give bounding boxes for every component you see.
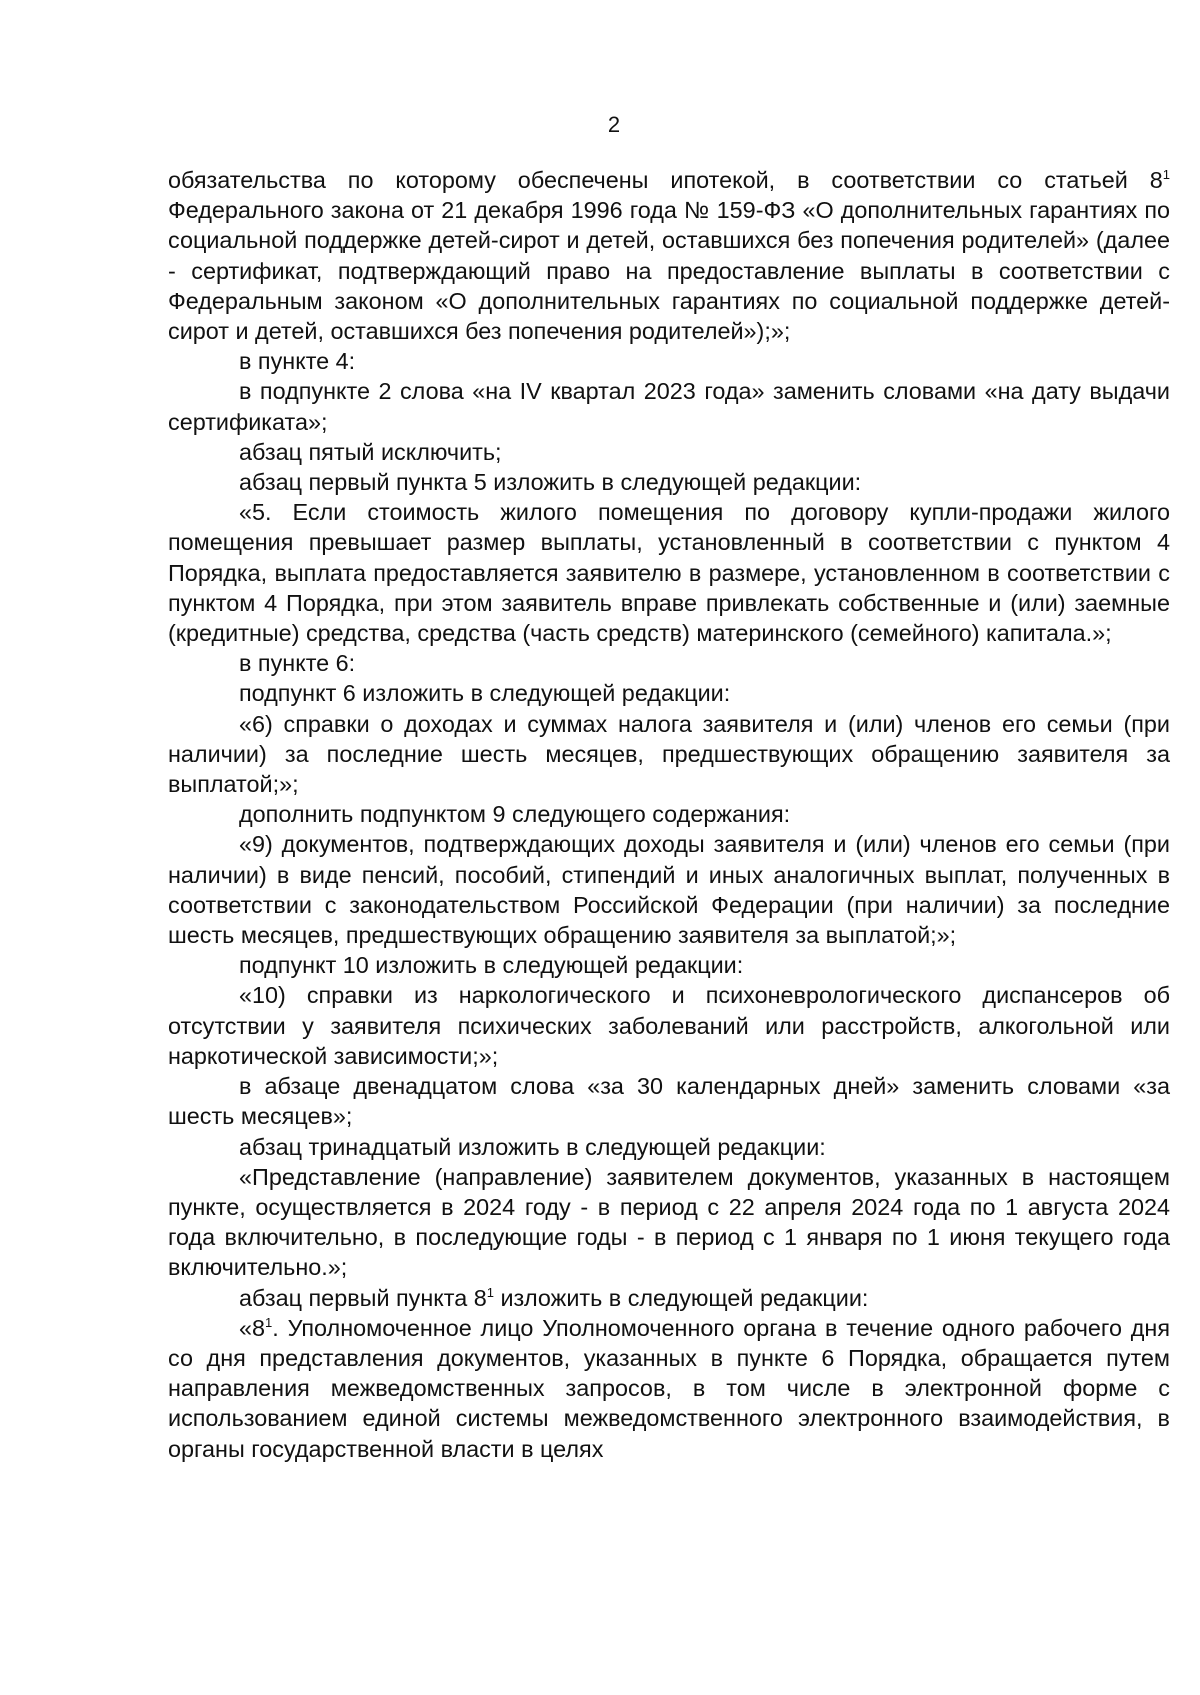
superscript: 1 [486, 1284, 494, 1300]
paragraph [168, 648, 1170, 678]
paragraph-text: дополнить подпунктом 9 следующего содержания: [239, 801, 791, 828]
paragraph-text: абзац пятый исключить; [239, 438, 502, 465]
superscript: 1 [265, 1314, 273, 1330]
superscript: 1 [1162, 167, 1170, 182]
page-number: 2 [607, 112, 621, 137]
paragraph [168, 829, 1170, 950]
paragraph [168, 1132, 1170, 1162]
paragraph [168, 497, 1170, 648]
paragraph [168, 799, 1170, 829]
paragraph-text: «Представление (направление) заявителем документов, указанных в настоящем пункте, осуществляется в 2024 году - в период с 22 апреля 2024 года по 1 августа 2024 года включительно, в последующие годы - в период с 1 января по 1 июня текущего года включительно.»; [168, 1163, 1170, 1281]
paragraph-text: . Уполномоченное лицо Уполномоченного органа в течение одного рабочего дня со дня представления документов, указанных в пункте 6 Порядка, обращается путем направления межведомственных запросов, в том числе в электронной форме с использованием единой системы межведомственного электронного взаимодействия, в органы государственной власти в целях [168, 1314, 1170, 1462]
paragraph-text: абзац тринадцатый изложить в следующей редакции: [239, 1133, 826, 1160]
paragraph-text: в пункте 4: [239, 348, 356, 375]
paragraph [168, 1313, 1170, 1464]
paragraph-text: «10) справки из наркологического и психоневрологического диспансеров об отсутствии у заявителя психических заболеваний или расстройств, алкогольной или наркотической зависимости;»; [168, 982, 1170, 1069]
paragraph-text: в пункте 6: [239, 650, 356, 677]
paragraph [168, 165, 1170, 346]
document-body [168, 165, 1170, 1464]
paragraph-text: «6) справки о доходах и суммах налога заявителя и (или) членов его семьи (при наличии) за последние шесть месяцев, предшествующих обращению заявителя за выплатой;»; [168, 710, 1170, 798]
paragraph-text: «9) документов, подтверждающих доходы заявителя и (или) членов его семьи (при наличии) в виде пенсий, пособий, стипендий и иных аналогичных выплат, полученных в соответствии с законодательством Российской Федерации (при наличии) за последние шесть месяцев, предшествующих обращению заявителя за выплатой;»; [168, 831, 1170, 949]
paragraph [168, 1162, 1170, 1283]
paragraph-text: абзац первый пункта 5 изложить в следующей редакции: [239, 469, 862, 496]
paragraph-text: подпункт 10 изложить в следующей редакции: [239, 952, 744, 979]
paragraph [168, 346, 1170, 376]
paragraph [168, 950, 1170, 980]
paragraph [168, 437, 1170, 467]
paragraph-text: изложить в следующей редакции: [493, 1284, 869, 1311]
paragraph-text: подпункт 6 изложить в следующей редакции: [239, 680, 731, 707]
paragraph-text: Федерального закона от 21 декабря 1996 года № 159-ФЗ «О дополнительных гарантиях по социальной поддержке детей-сирот и детей, оставшихся без попечения родителей» (далее - сертификат, подтверждающий право на предоставление выплаты в соответствии с Федеральным законом «О дополнительных гарантиях по социальной поддержке детей-сирот и детей, оставшихся без попечения родителей»);»; [168, 197, 1170, 345]
paragraph [168, 709, 1170, 800]
paragraph-text: в абзаце двенадцатом слова «за 30 календарных дней» заменить словами «за шесть месяцев»; [168, 1073, 1170, 1130]
paragraph-text: абзац первый пункта 8 [239, 1284, 487, 1311]
paragraph-text: в подпункте 2 слова «на IV квартал 2023 года» заменить словами «на дату выдачи сертификата»; [168, 378, 1170, 435]
paragraph [168, 678, 1170, 708]
paragraph [168, 1283, 1170, 1313]
paragraph-text: «8 [239, 1314, 266, 1341]
paragraph-text: «5. Если стоимость жилого помещения по договору купли-продажи жилого помещения превышает размер выплаты, установленный в соответствии с пунктом 4 Порядка, выплата предоставляется заявителю в размере, установленном в соответствии с пунктом 4 Порядка, при этом заявитель вправе привлекать собственные и (или) заемные (кредитные) средства, средства (часть средств) материнского (семейного) капитала.»; [168, 499, 1170, 647]
paragraph [168, 980, 1170, 1071]
paragraph [168, 467, 1170, 497]
paragraph [168, 1071, 1170, 1131]
paragraph-text: обязательства по которому обеспечены ипотекой, в соответствии со статьей 8 [168, 167, 1163, 193]
paragraph [168, 376, 1170, 436]
